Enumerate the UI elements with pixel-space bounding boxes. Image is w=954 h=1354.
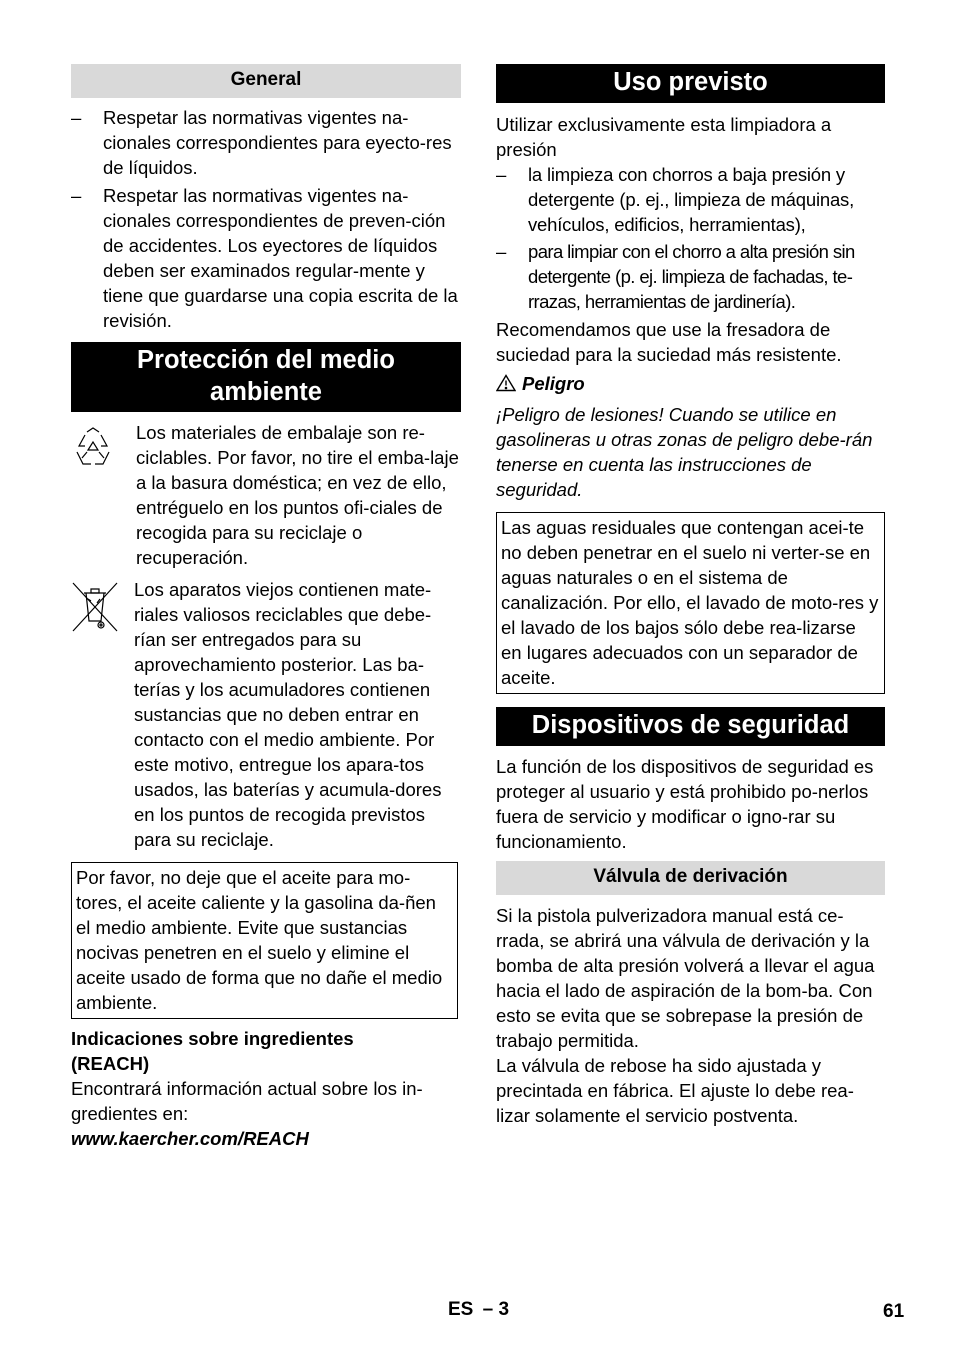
weee-text: Los aparatos viejos contienen mate-riales valiosos reciclables que debe-rían ser entregados para su aprovechamiento posterior. Las ba-terías y los acumuladores contienen sustancias que no deben entrar en contacto con el medio ambiente. Por este motivo, entregue los apara-tos usados, las baterías y acumula-dores en los puntos de recogida previstos para su reciclaje. bbox=[134, 579, 442, 850]
reach-link[interactable]: www.kaercher.com/REACH bbox=[71, 1128, 309, 1149]
oil-notice-box: Por favor, no deje que el aceite para mo-tores, el aceite caliente y la gasolina da-ñen el medio ambiente. Evite que sustancias nocivas penetren en el suelo y elimine el aceite usado de forma que no dañe el medio ambiente. bbox=[71, 862, 458, 1019]
right-column bbox=[496, 64, 885, 1128]
valve-heading: Válvula de derivación bbox=[496, 861, 885, 895]
danger-text: ¡Peligro de lesiones! Cuando se utilice en gasolineras u otras zonas de peligro debe-rán tenerse en cuenta las instrucciones de seguridad. bbox=[496, 404, 873, 500]
crossed-bin-icon bbox=[71, 581, 119, 638]
uso-previsto-heading: Uso previsto bbox=[496, 64, 885, 103]
section-label: ES bbox=[448, 1299, 474, 1320]
general-heading: General bbox=[71, 64, 461, 98]
left-column bbox=[71, 64, 461, 1151]
uso-list bbox=[496, 162, 885, 314]
recycle-icon bbox=[71, 426, 115, 475]
section-page: – 3 bbox=[482, 1299, 510, 1320]
valve-text-1: Si la pistola pulverizadora manual está ce-rrada, se abrirá una válvula de derivación y la bomba de alta presión volverá a llevar el agua hacia el lado de aspiración de la bom-ba. Con esto se evita que se sobrepase la presión de trabajo permitida. bbox=[496, 905, 875, 1051]
valve-text-2: La válvula de rebose ha sido ajustada y precintada en fábrica. El ajuste lo debe rea-lizar solamente el servicio postventa. bbox=[496, 1055, 854, 1126]
reach-text: Encontrará información actual sobre los in-gredientes en: bbox=[71, 1078, 423, 1124]
recycle-text: Los materiales de embalaje son re-ciclables. Por favor, no tire el emba-laje a la basura doméstica; en vez de ello, entréguelo en los puntos ofi-ciales de recogida para su reciclaje o recuperación. bbox=[136, 422, 459, 568]
list-item: – Respetar las normativas vigentes na-cionales correspondientes para eyecto-res de líquidos. bbox=[71, 107, 452, 178]
list-item: – para limpiar con el chorro a alta presión sin detergente (p. ej. limpieza de fachadas, te-rrazas, herramientas de jardinería). bbox=[496, 241, 855, 312]
recycle-block bbox=[71, 420, 461, 570]
safety-text: La función de los dispositivos de seguridad es proteger al usuario y está prohibido po-nerlos fuera de servicio y modificar o igno-rar su funcionamiento. bbox=[496, 756, 874, 852]
footer-section bbox=[448, 1299, 509, 1321]
danger-label-row: Peligro bbox=[496, 371, 885, 398]
uso-recommendation: Recomendamos que use la fresadora de suciedad para la suciedad más resistente. bbox=[496, 319, 842, 365]
uso-intro: Utilizar exclusivamente esta limpiadora a presión bbox=[496, 114, 832, 160]
safety-devices-heading: Dispositivos de seguridad bbox=[496, 707, 885, 746]
general-list bbox=[71, 105, 461, 333]
water-notice-box: Las aguas residuales que contengan acei-te no deben penetrar en el suelo ni verter-se en aguas naturales o en el sistema de canalización. Por ello, el lavado de moto-res y el lavado de los bajos sólo debe rea-lizarse en lugares adecuados con un separador de aceite. bbox=[496, 512, 885, 694]
environment-heading: Protección del medio ambiente bbox=[71, 342, 461, 412]
list-item: – Respetar las normativas vigentes na-cionales correspondientes de preven-ción de accidentes. Los eyectores de líquidos deben ser examinados regular-mente y tiene que guardarse una copia escrita de la revisión. bbox=[71, 185, 458, 331]
reach-section bbox=[71, 1026, 461, 1151]
warning-icon bbox=[496, 373, 516, 398]
reach-heading: Indicaciones sobre ingredientes (REACH) bbox=[71, 1028, 354, 1074]
weee-block bbox=[71, 577, 461, 852]
page-number: 61 bbox=[883, 1301, 905, 1322]
list-item: – la limpieza con chorros a baja presión y detergente (p. ej., limpieza de máquinas, vehículos, edificios, herramientas), bbox=[496, 164, 855, 235]
